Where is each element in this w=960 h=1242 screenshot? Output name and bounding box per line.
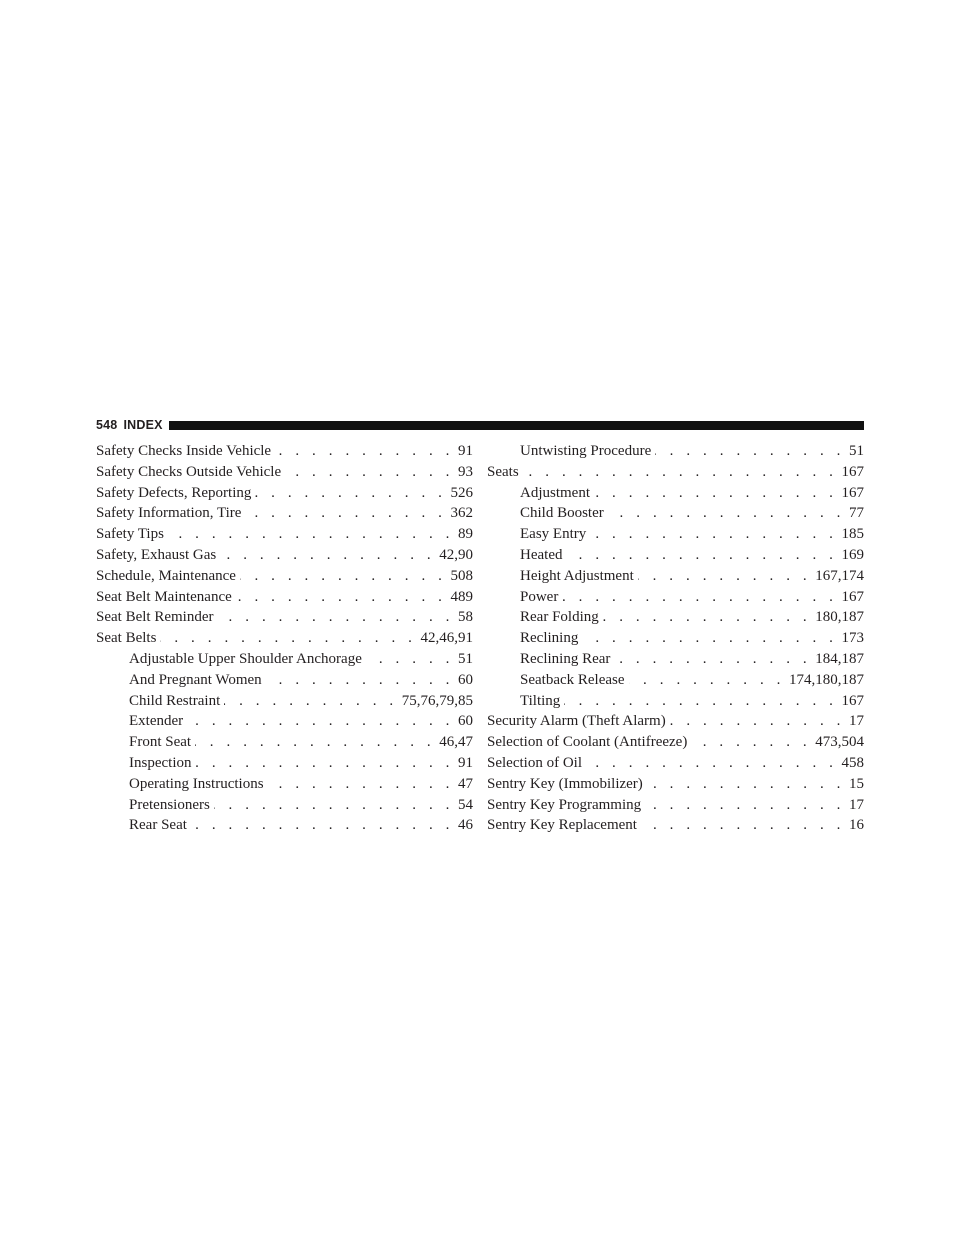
page-reference: 167	[841, 588, 864, 605]
index-entry	[96, 483, 473, 504]
page-reference: 174,180,187	[789, 671, 864, 688]
index-subentry	[96, 795, 473, 816]
index-subentry	[96, 711, 473, 732]
page-reference: 93	[458, 463, 473, 480]
page-reference: 51	[849, 443, 864, 459]
index-term: Safety Tips	[96, 526, 164, 543]
page-reference: 47	[458, 775, 473, 792]
page-reference: 17	[849, 713, 864, 730]
index-entry	[96, 587, 473, 608]
page-reference: 180,187	[815, 609, 864, 626]
dot-leader	[285, 462, 454, 483]
index-term: Sentry Key Programming	[487, 796, 642, 813]
page-reference: 16	[849, 817, 864, 834]
page-reference: 508	[450, 567, 473, 584]
index-term: Reclining Rear	[520, 650, 611, 667]
index-term: Pretensioners	[129, 796, 210, 813]
dot-leader	[564, 691, 837, 712]
index-term: Safety Defects, Reporting	[96, 484, 252, 501]
page-reference: 15	[849, 775, 864, 792]
dot-leader	[187, 711, 454, 732]
index-subentry	[487, 628, 864, 649]
page-reference: 60	[458, 713, 473, 730]
dot-leader	[195, 753, 454, 774]
page-reference: 51	[458, 650, 473, 667]
index-term: Adjustment	[520, 484, 590, 501]
index-entry	[487, 711, 864, 732]
page-reference: 77	[849, 505, 864, 522]
index-term: Schedule, Maintenance	[96, 567, 236, 584]
page-reference: 54	[458, 796, 473, 813]
page-reference: 75,76,79,85	[401, 692, 473, 709]
index-term: Adjustable Upper Shoulder Anchorage	[129, 650, 362, 667]
dot-leader	[655, 441, 845, 462]
dot-leader	[195, 732, 435, 753]
index-entry	[487, 795, 864, 816]
dot-leader	[566, 545, 837, 566]
header-rule	[169, 421, 864, 430]
index-entry	[96, 524, 473, 545]
index-column-left	[96, 441, 473, 836]
page-reference: 489	[450, 588, 473, 605]
index-subentry	[487, 503, 864, 524]
page-reference: 91	[458, 443, 473, 459]
dot-leader	[608, 503, 845, 524]
page-reference: 17	[849, 796, 864, 813]
page-reference: 46	[458, 817, 473, 834]
page-reference: 60	[458, 671, 473, 688]
index-term: Child Booster	[520, 505, 604, 522]
index-subentry	[487, 441, 864, 462]
index-term: Seat Belt Reminder	[96, 609, 214, 626]
page-reference: 473,504	[815, 734, 864, 751]
page-reference: 42,46,91	[420, 630, 473, 647]
index-entry	[96, 441, 473, 462]
dot-leader	[590, 524, 837, 545]
index-term: Sentry Key Replacement	[487, 817, 637, 834]
index-term: Safety Checks Inside Vehicle	[96, 443, 272, 459]
dot-leader	[268, 774, 454, 795]
index-term: Seat Belt Maintenance	[96, 588, 232, 605]
dot-leader	[562, 587, 837, 608]
dot-leader	[691, 732, 811, 753]
index-term: Tilting	[520, 692, 561, 709]
index-term: Selection of Coolant (Antifreeze)	[487, 734, 688, 751]
page-reference: 362	[450, 505, 473, 522]
dot-leader	[670, 711, 845, 732]
index-subentry	[487, 691, 864, 712]
page-reference: 173	[841, 630, 864, 647]
dot-leader	[236, 587, 447, 608]
index-term: Safety Information, Tire	[96, 505, 242, 522]
index-term: Rear Seat	[129, 817, 187, 834]
index-entry	[96, 503, 473, 524]
index-term: Selection of Oil	[487, 754, 582, 771]
index-subentry	[487, 587, 864, 608]
index-entry	[487, 774, 864, 795]
index-subentry	[96, 649, 473, 670]
page-reference: 458	[841, 754, 864, 771]
page-reference: 185	[841, 526, 864, 543]
page-number: 548	[96, 418, 118, 432]
page-reference: 167	[841, 692, 864, 709]
page-reference: 169	[841, 546, 864, 563]
dot-leader	[629, 670, 785, 691]
index-term: Power	[520, 588, 559, 605]
index-entry	[96, 628, 473, 649]
dot-leader	[603, 607, 812, 628]
dot-leader	[240, 566, 447, 587]
index-entry	[96, 545, 473, 566]
index-entry	[96, 462, 473, 483]
page-reference: 526	[450, 484, 473, 501]
index-subentry	[487, 566, 864, 587]
index-term: Sentry Key (Immobilizer)	[487, 775, 643, 792]
dot-leader	[275, 441, 454, 462]
index-columns	[96, 441, 864, 836]
index-entry	[487, 753, 864, 774]
index-subentry	[96, 732, 473, 753]
dot-leader	[217, 607, 454, 628]
dot-leader	[614, 649, 811, 670]
index-entry	[487, 732, 864, 753]
dot-leader	[523, 462, 838, 483]
index-term: Seat Belts	[96, 630, 157, 647]
index-subentry	[96, 774, 473, 795]
page-reference: 167	[841, 484, 864, 501]
index-subentry	[96, 753, 473, 774]
index-entry	[487, 815, 864, 836]
index-subentry	[96, 691, 473, 712]
dot-leader	[582, 628, 837, 649]
dot-leader	[191, 815, 454, 836]
index-subentry	[96, 670, 473, 691]
index-term: Heated	[520, 546, 563, 563]
page-reference: 89	[458, 526, 473, 543]
page-reference: 58	[458, 609, 473, 626]
page-header	[96, 417, 864, 433]
page-reference: 184,187	[815, 650, 864, 667]
dot-leader	[224, 691, 398, 712]
dot-leader	[255, 483, 446, 504]
dot-leader	[645, 795, 845, 816]
index-term: Height Adjustment	[520, 567, 634, 584]
index-subentry	[487, 607, 864, 628]
dot-leader	[594, 483, 838, 504]
dot-leader	[366, 649, 454, 670]
dot-leader	[586, 753, 838, 774]
index-term: Rear Folding	[520, 609, 599, 626]
index-term: Seatback Release	[520, 671, 625, 688]
page-reference: 91	[458, 754, 473, 771]
page-reference: 167,174	[815, 567, 864, 584]
page-reference: 42,90	[439, 546, 473, 563]
index-subentry	[487, 545, 864, 566]
index-entry	[487, 462, 864, 483]
index-term: Front Seat	[129, 734, 192, 751]
index-term: Child Restraint	[129, 692, 221, 709]
dot-leader	[266, 670, 454, 691]
index-term: Safety, Exhaust Gas	[96, 546, 217, 563]
index-term: And Pregnant Women	[129, 671, 262, 688]
page-reference: 46,47	[439, 734, 473, 751]
index-column-right	[487, 441, 864, 836]
index-term: Easy Entry	[520, 526, 587, 543]
dot-leader	[245, 503, 446, 524]
index-subentry	[487, 670, 864, 691]
index-term: Untwisting Procedure	[520, 443, 652, 459]
index-subentry	[487, 649, 864, 670]
index-term: Seats	[487, 463, 519, 480]
index-subentry	[96, 815, 473, 836]
index-term: Safety Checks Outside Vehicle	[96, 463, 282, 480]
index-subentry	[487, 524, 864, 545]
index-term: Extender	[129, 713, 184, 730]
index-term: Operating Instructions	[129, 775, 264, 792]
index-term: Reclining	[520, 630, 579, 647]
page-reference: 167	[841, 463, 864, 480]
dot-leader	[168, 524, 454, 545]
dot-leader	[647, 774, 845, 795]
dot-leader	[220, 545, 435, 566]
dot-leader	[160, 628, 416, 649]
index-entry	[96, 566, 473, 587]
index-subentry	[487, 483, 864, 504]
index-term: Inspection	[129, 754, 192, 771]
index-term: Security Alarm (Theft Alarm)	[487, 713, 666, 730]
dot-leader	[641, 815, 845, 836]
section-title: INDEX	[123, 418, 163, 432]
index-entry	[96, 607, 473, 628]
dot-leader	[638, 566, 812, 587]
dot-leader	[214, 795, 454, 816]
